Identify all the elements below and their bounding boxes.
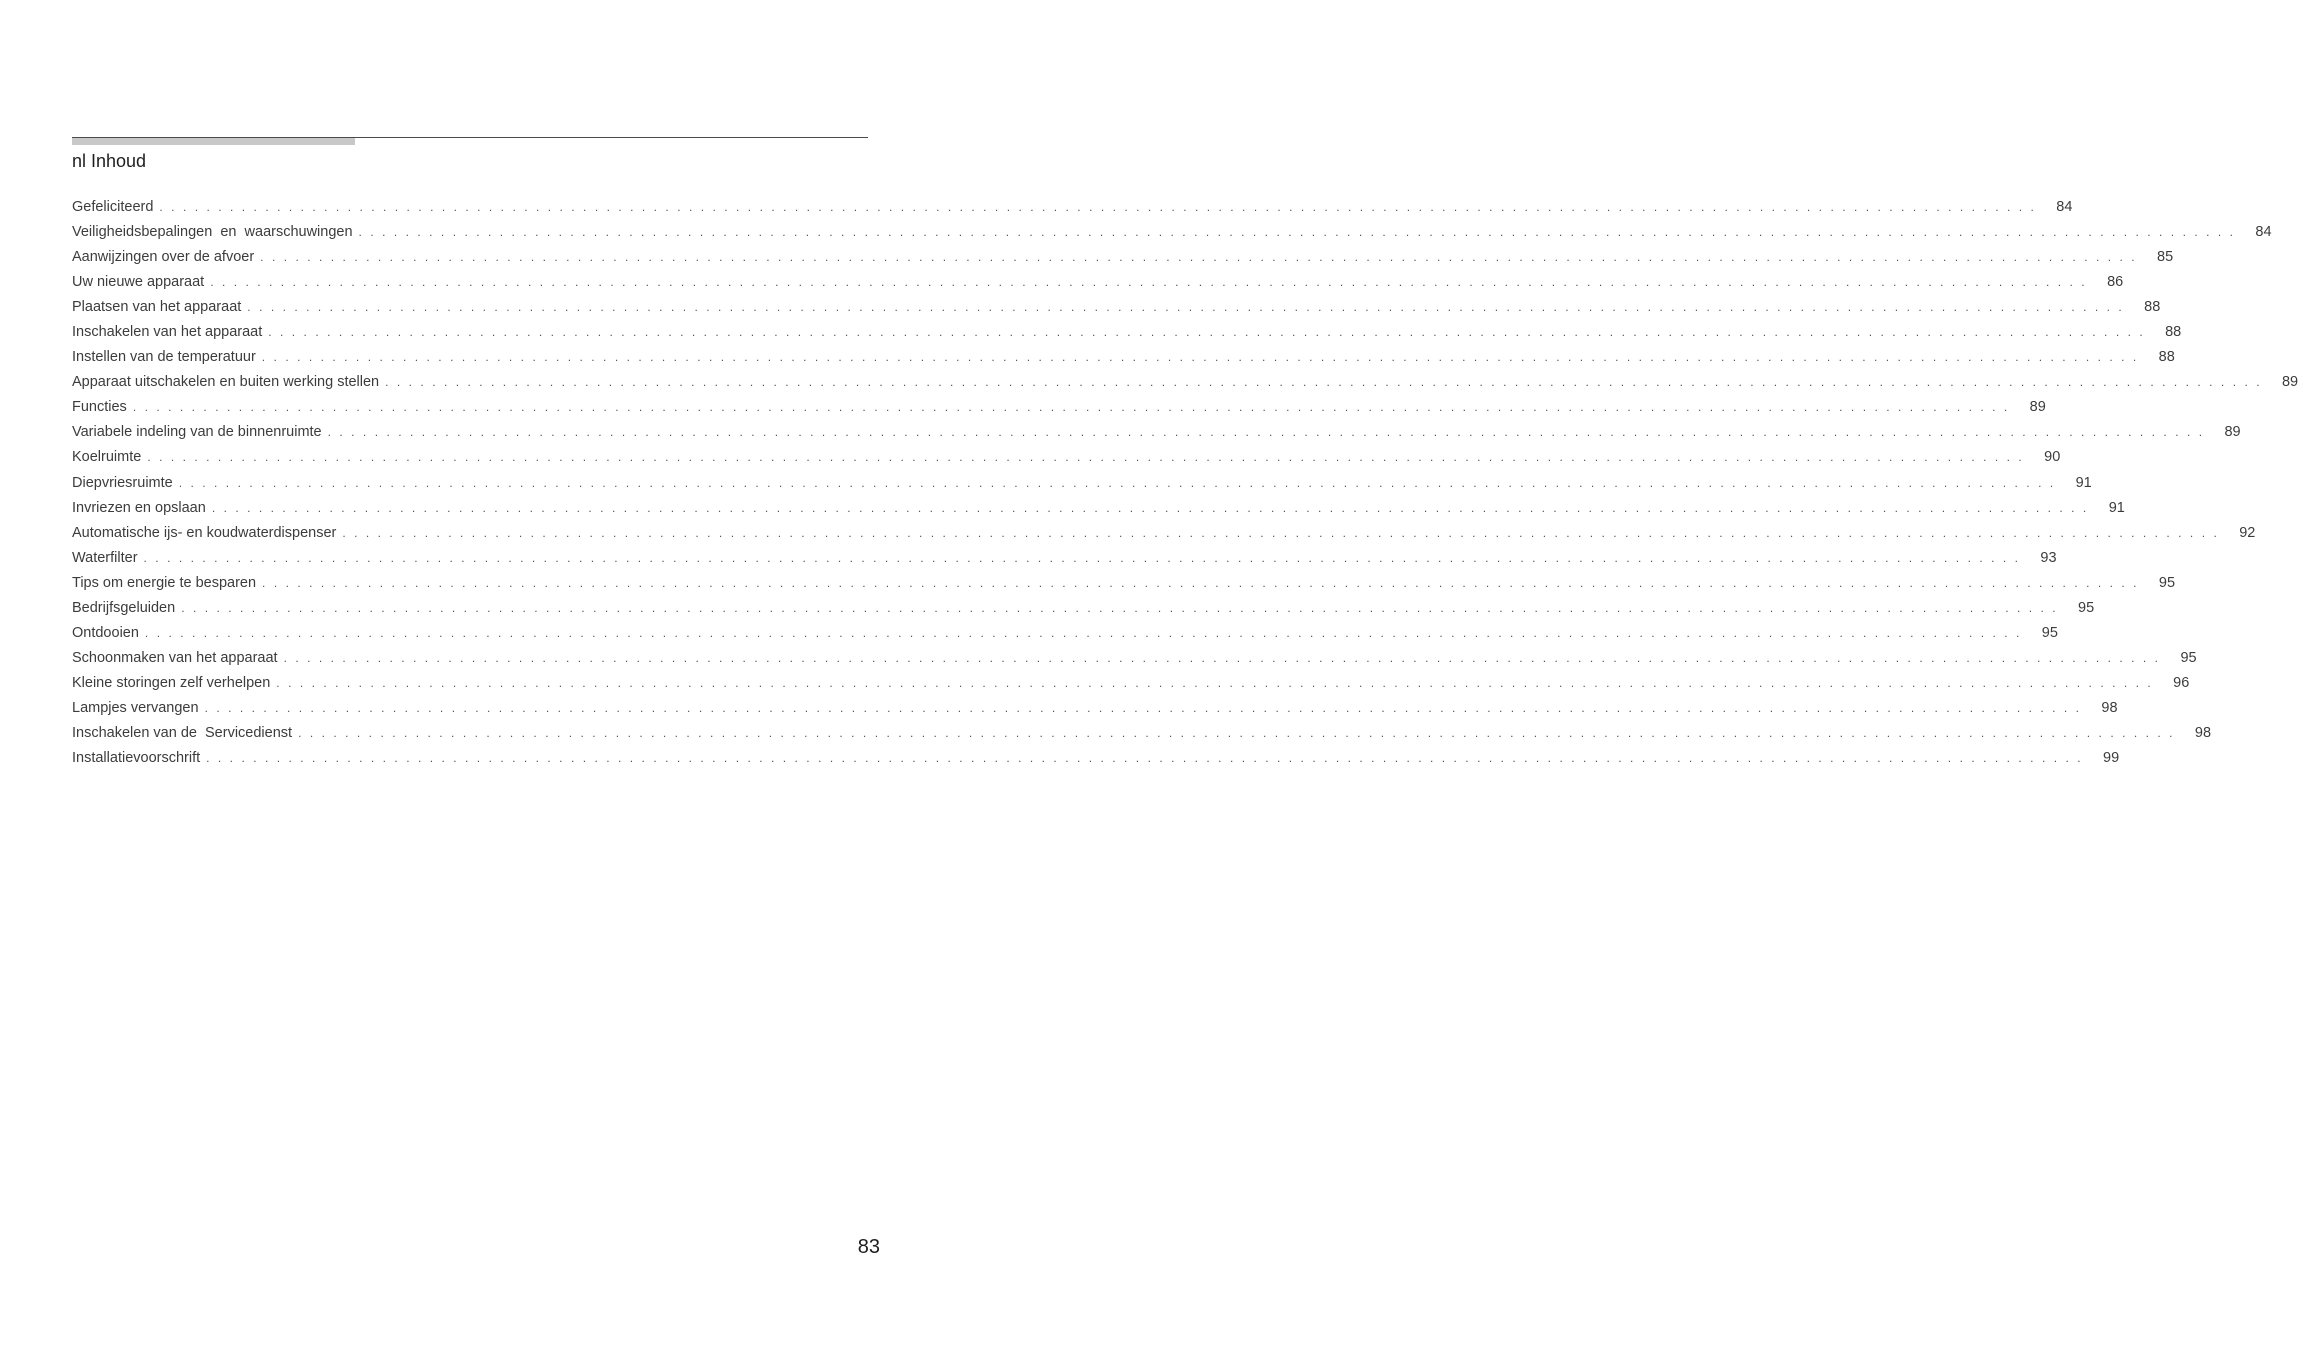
toc-dot-leader: . . . . . . . . . . . . . . . . . . . . . . . . . . . . . . . . . . . . . . . . . . . . . . . . . . . . . . . . . . . . . . . . . . . . . . . . . . . . . . . . . . . . . . . . . . . . . . . . . . . . . . . . . . . . . . . . . . . . . . . . . . . . . . . . . . . . . . . . . . . . . . . . . . . . . . . . . . . . . . . . bbox=[260, 250, 2138, 265]
toc-entry-label: Installatievoorschrift bbox=[72, 750, 201, 767]
toc-entry-label: Gefeliciteerd bbox=[72, 199, 154, 215]
toc-entry-page: 88 bbox=[2158, 349, 2175, 366]
toc-entry-label: Inschakelen van het apparaat bbox=[72, 324, 263, 341]
toc-entry[interactable] bbox=[72, 571, 2176, 596]
toc-entry-page: 85 bbox=[2157, 249, 2174, 266]
toc-entry[interactable] bbox=[72, 521, 2256, 546]
toc-entry[interactable] bbox=[72, 721, 2212, 746]
toc-dot-leader: . . . . . . . . . . . . . . . . . . . . . . . . . . . . . . . . . . . . . . . . . . . . . . . . . . . . . . . . . . . . . . . . . . . . . . . . . . . . . . . . . . . . . . . . . . . . . . . . . . . . . . . . . . . . . . . . . . . . . . . . . . . . . . . . . . . . . . . . . . . . . . . . . . . . . . . . . . . . . . . . bbox=[144, 625, 2022, 640]
toc-entry-label: Ontdooien bbox=[72, 624, 139, 641]
toc-entry-label: Uw nieuwe apparaat bbox=[72, 274, 205, 291]
toc-entry[interactable] bbox=[72, 546, 2057, 571]
toc-dot-leader: . . . . . . . . . . . . . . . . . . . . . . . . . . . . . . . . . . . . . . . . . . . . . . . . . . . . . . . . . . . . . . . . . . . . . . . . . . . . . . . . . . . . . . . . . . . . . . . . . . . . . . . . . . . . . . . . . . . . . . . . . . . . . . . . . . . . . . . . . . . . . . . . . . . . . . . . . . . . . . . . bbox=[143, 550, 2021, 565]
toc-entry-page: 93 bbox=[2040, 549, 2057, 566]
toc-entry-page: 95 bbox=[2041, 624, 2058, 641]
toc-dot-leader: . . . . . . . . . . . . . . . . . . . . . . . . . . . . . . . . . . . . . . . . . . . . . . . . . . . . . . . . . . . . . . . . . . . . . . . . . . . . . . . . . . . . . . . . . . . . . . . . . . . . . . . . . . . . . . . . . . . . . . . . . . . . . . . . . . . . . . . . . . . . . . . . . . . . . . . . . . . . . . . . bbox=[181, 600, 2059, 615]
toc-entry-page: 90 bbox=[2044, 449, 2061, 466]
toc-dot-leader: . . . . . . . . . . . . . . . . . . . . . . . . . . . . . . . . . . . . . . . . . . . . . . . . . . . . . . . . . . . . . . . . . . . . . . . . . . . . . . . . . . . . . . . . . . . . . . . . . . . . . . . . . . . . . . . . . . . . . . . . . . . . . . . . . . . . . . . . . . . . . . . . . . . . . . . . . . . . . . . . bbox=[159, 200, 2037, 214]
toc-entry[interactable] bbox=[72, 496, 2125, 521]
toc-entry[interactable] bbox=[72, 646, 2197, 671]
toc-entry-label: Koelruimte bbox=[72, 449, 142, 466]
toc-entry[interactable] bbox=[72, 746, 2120, 771]
toc-dot-leader: . . . . . . . . . . . . . . . . . . . . . . . . . . . . . . . . . . . . . . . . . . . . . . . . . . . . . . . . . . . . . . . . . . . . . . . . . . . . . . . . . . . . . . . . . . . . . . . . . . . . . . . . . . . . . . . . . . . . . . . . . . . . . . . . . . . . . . . . . . . . . . . . . . . . . . . . . . . . . . . . bbox=[342, 525, 2220, 540]
table-of-contents bbox=[72, 195, 2298, 771]
toc-dot-leader: . . . . . . . . . . . . . . . . . . . . . . . . . . . . . . . . . . . . . . . . . . . . . . . . . . . . . . . . . . . . . . . . . . . . . . . . . . . . . . . . . . . . . . . . . . . . . . . . . . . . . . . . . . . . . . . . . . . . . . . . . . . . . . . . . . . . . . . . . . . . . . . . . . . . . . . . . . . . . . . . bbox=[210, 275, 2088, 290]
toc-entry-page: 84 bbox=[2255, 224, 2272, 241]
toc-entry-page: 95 bbox=[2180, 649, 2197, 666]
toc-entry-page: 95 bbox=[2078, 599, 2095, 616]
toc-entry-page: 91 bbox=[2075, 474, 2092, 491]
toc-entry[interactable] bbox=[72, 295, 2161, 320]
toc-dot-leader: . . . . . . . . . . . . . . . . . . . . . . . . . . . . . . . . . . . . . . . . . . . . . . . . . . . . . . . . . . . . . . . . . . . . . . . . . . . . . . . . . . . . . . . . . . . . . . . . . . . . . . . . . . . . . . . . . . . . . . . . . . . . . . . . . . . . . . . . . . . . . . . . . . . . . . . . . . . . . . . . bbox=[132, 400, 2010, 415]
toc-entry-label: Invriezen en opslaan bbox=[72, 499, 206, 516]
toc-entry-label: Waterfilter bbox=[72, 549, 138, 566]
toc-dot-leader: . . . . . . . . . . . . . . . . . . . . . . . . . . . . . . . . . . . . . . . . . . . . . . . . . . . . . . . . . . . . . . . . . . . . . . . . . . . . . . . . . . . . . . . . . . . . . . . . . . . . . . . . . . . . . . . . . . . . . . . . . . . . . . . . . . . . . . . . . . . . . . . . . . . . . . . . . . . . . . . . bbox=[327, 425, 2205, 440]
toc-entry[interactable] bbox=[72, 320, 2182, 345]
toc-dot-leader: . . . . . . . . . . . . . . . . . . . . . . . . . . . . . . . . . . . . . . . . . . . . . . . . . . . . . . . . . . . . . . . . . . . . . . . . . . . . . . . . . . . . . . . . . . . . . . . . . . . . . . . . . . . . . . . . . . . . . . . . . . . . . . . . . . . . . . . . . . . . . . . . . . . . . . . . . . . . . . . . bbox=[262, 575, 2140, 590]
toc-entry-label: Plaatsen van het apparaat bbox=[72, 299, 242, 316]
toc-dot-leader: . . . . . . . . . . . . . . . . . . . . . . . . . . . . . . . . . . . . . . . . . . . . . . . . . . . . . . . . . . . . . . . . . . . . . . . . . . . . . . . . . . . . . . . . . . . . . . . . . . . . . . . . . . . . . . . . . . . . . . . . . . . . . . . . . . . . . . . . . . . . . . . . . . . . . . . . . . . . . . . . bbox=[283, 650, 2161, 665]
toc-entry[interactable] bbox=[72, 621, 2058, 646]
toc-dot-leader: . . . . . . . . . . . . . . . . . . . . . . . . . . . . . . . . . . . . . . . . . . . . . . . . . . . . . . . . . . . . . . . . . . . . . . . . . . . . . . . . . . . . . . . . . . . . . . . . . . . . . . . . . . . . . . . . . . . . . . . . . . . . . . . . . . . . . . . . . . . . . . . . . . . . . . . . . . . . . . . . bbox=[178, 475, 2056, 490]
toc-entry-page: 88 bbox=[2165, 324, 2182, 341]
toc-entry-page: 92 bbox=[2239, 524, 2256, 541]
toc-entry[interactable] bbox=[72, 370, 2298, 395]
toc-entry[interactable] bbox=[72, 596, 2095, 621]
toc-entry-page: 98 bbox=[2101, 699, 2118, 716]
toc-entry[interactable] bbox=[72, 696, 2118, 721]
toc-dot-leader: . . . . . . . . . . . . . . . . . . . . . . . . . . . . . . . . . . . . . . . . . . . . . . . . . . . . . . . . . . . . . . . . . . . . . . . . . . . . . . . . . . . . . . . . . . . . . . . . . . . . . . . . . . . . . . . . . . . . . . . . . . . . . . . . . . . . . . . . . . . . . . . . . . . . . . . . . . . . . . . . bbox=[261, 350, 2139, 365]
toc-entry-label: Automatische ijs- en koudwaterdispenser bbox=[72, 524, 337, 541]
toc-entry-label: Tips om energie te besparen bbox=[72, 574, 257, 591]
toc-entry-page: 95 bbox=[2158, 574, 2176, 591]
toc-entry-page: 99 bbox=[2103, 750, 2120, 767]
toc-dot-leader: . . . . . . . . . . . . . . . . . . . . . . . . . . . . . . . . . . . . . . . . . . . . . . . . . . . . . . . . . . . . . . . . . . . . . . . . . . . . . . . . . . . . . . . . . . . . . . . . . . . . . . . . . . . . . . . . . . . . . . . . . . . . . . . . . . . . . . . . . . . . . . . . . . . . . . . . . . . . . . . . bbox=[247, 300, 2125, 315]
header-accent-bar bbox=[72, 138, 355, 145]
toc-entry[interactable] bbox=[72, 245, 2174, 270]
toc-entry[interactable] bbox=[72, 395, 2046, 420]
toc-dot-leader: . . . . . . . . . . . . . . . . . . . . . . . . . . . . . . . . . . . . . . . . . . . . . . . . . . . . . . . . . . . . . . . . . . . . . . . . . . . . . . . . . . . . . . . . . . . . . . . . . . . . . . . . . . . . . . . . . . . . . . . . . . . . . . . . . . . . . . . . . . . . . . . . . . . . . . . . . . . . . . . . bbox=[268, 325, 2146, 340]
toc-entry[interactable] bbox=[72, 270, 2124, 295]
toc-entry-page: 89 bbox=[2281, 374, 2298, 391]
toc-entry[interactable] bbox=[72, 345, 2175, 370]
toc-entry-page: 84 bbox=[2056, 199, 2073, 215]
toc-entry[interactable] bbox=[72, 420, 2241, 445]
toc-entry-label: Aanwijzingen over de afvoer bbox=[72, 249, 255, 266]
toc-entry-page: 96 bbox=[2173, 674, 2190, 691]
toc-entry-label: Functies bbox=[72, 399, 127, 416]
toc-entry-page: 91 bbox=[2108, 499, 2125, 516]
toc-entry-label: Kleine storingen zelf verhelpen bbox=[72, 674, 271, 691]
toc-entry-page: 88 bbox=[2144, 299, 2161, 316]
toc-entry-page: 89 bbox=[2029, 399, 2046, 416]
toc-entry-label: Schoonmaken van het apparaat bbox=[72, 649, 278, 666]
toc-dot-leader: . . . . . . . . . . . . . . . . . . . . . . . . . . . . . . . . . . . . . . . . . . . . . . . . . . . . . . . . . . . . . . . . . . . . . . . . . . . . . . . . . . . . . . . . . . . . . . . . . . . . . . . . . . . . . . . . . . . . . . . . . . . . . . . . . . . . . . . . . . . . . . . . . . . . . . . . . . . . . . . . bbox=[385, 375, 2263, 390]
toc-entry[interactable] bbox=[72, 445, 2061, 470]
toc-entry-label: Bedrijfsgeluiden bbox=[72, 599, 176, 616]
toc-entry-label: Lampjes vervangen bbox=[72, 699, 199, 716]
toc-entry-page: 98 bbox=[2194, 724, 2212, 741]
toc-dot-leader: . . . . . . . . . . . . . . . . . . . . . . . . . . . . . . . . . . . . . . . . . . . . . . . . . . . . . . . . . . . . . . . . . . . . . . . . . . . . . . . . . . . . . . . . . . . . . . . . . . . . . . . . . . . . . . . . . . . . . . . . . . . . . . . . . . . . . . . . . . . . . . . . . . . . . . . . . . . . . . . . bbox=[211, 500, 2089, 515]
section-title: nl Inhoud bbox=[72, 151, 147, 171]
toc-entry-label: Veiligheidsbepalingen en waarschuwingen bbox=[72, 224, 353, 241]
toc-entry[interactable] bbox=[72, 471, 2092, 496]
page-number: 83 bbox=[857, 1236, 880, 1258]
toc-dot-leader: . . . . . . . . . . . . . . . . . . . . . . . . . . . . . . . . . . . . . . . . . . . . . . . . . . . . . . . . . . . . . . . . . . . . . . . . . . . . . . . . . . . . . . . . . . . . . . . . . . . . . . . . . . . . . . . . . . . . . . . . . . . . . . . . . . . . . . . . . . . . . . . . . . . . . . . . . . . . . . . . bbox=[204, 700, 2082, 715]
toc-dot-leader: . . . . . . . . . . . . . . . . . . . . . . . . . . . . . . . . . . . . . . . . . . . . . . . . . . . . . . . . . . . . . . . . . . . . . . . . . . . . . . . . . . . . . . . . . . . . . . . . . . . . . . . . . . . . . . . . . . . . . . . . . . . . . . . . . . . . . . . . . . . . . . . . . . . . . . . . . . . . . . . . bbox=[358, 225, 2236, 240]
toc-entry[interactable] bbox=[72, 671, 2190, 696]
toc-entry-label: Diepvriesruimte bbox=[72, 474, 173, 491]
toc-dot-leader: . . . . . . . . . . . . . . . . . . . . . . . . . . . . . . . . . . . . . . . . . . . . . . . . . . . . . . . . . . . . . . . . . . . . . . . . . . . . . . . . . . . . . . . . . . . . . . . . . . . . . . . . . . . . . . . . . . . . . . . . . . . . . . . . . . . . . . . . . . . . . . . . . . . . . . . . . . . . . . . . bbox=[206, 751, 2084, 766]
toc-entry-label: Instellen van de temperatuur bbox=[72, 349, 256, 366]
toc-dot-leader: . . . . . . . . . . . . . . . . . . . . . . . . . . . . . . . . . . . . . . . . . . . . . . . . . . . . . . . . . . . . . . . . . . . . . . . . . . . . . . . . . . . . . . . . . . . . . . . . . . . . . . . . . . . . . . . . . . . . . . . . . . . . . . . . . . . . . . . . . . . . . . . . . . . . . . . . . . . . . . . . bbox=[147, 450, 2025, 465]
toc-entry-page: 86 bbox=[2107, 274, 2124, 291]
toc-entry[interactable] bbox=[72, 220, 2272, 245]
toc-dot-leader: . . . . . . . . . . . . . . . . . . . . . . . . . . . . . . . . . . . . . . . . . . . . . . . . . . . . . . . . . . . . . . . . . . . . . . . . . . . . . . . . . . . . . . . . . . . . . . . . . . . . . . . . . . . . . . . . . . . . . . . . . . . . . . . . . . . . . . . . . . . . . . . . . . . . . . . . . . . . . . . . bbox=[298, 725, 2176, 740]
toc-entry-page: 89 bbox=[2224, 424, 2241, 441]
toc-dot-leader: . . . . . . . . . . . . . . . . . . . . . . . . . . . . . . . . . . . . . . . . . . . . . . . . . . . . . . . . . . . . . . . . . . . . . . . . . . . . . . . . . . . . . . . . . . . . . . . . . . . . . . . . . . . . . . . . . . . . . . . . . . . . . . . . . . . . . . . . . . . . . . . . . . . . . . . . . . . . . . . . bbox=[276, 675, 2154, 690]
toc-entry-label: Variabele indeling van de binnenruimte bbox=[72, 424, 322, 441]
toc-entry-label: Inschakelen van de Servicedienst bbox=[72, 724, 293, 741]
toc-entry-label: Apparaat uitschakelen en buiten werking stellen bbox=[72, 374, 380, 391]
toc-entry[interactable] bbox=[72, 195, 2073, 220]
